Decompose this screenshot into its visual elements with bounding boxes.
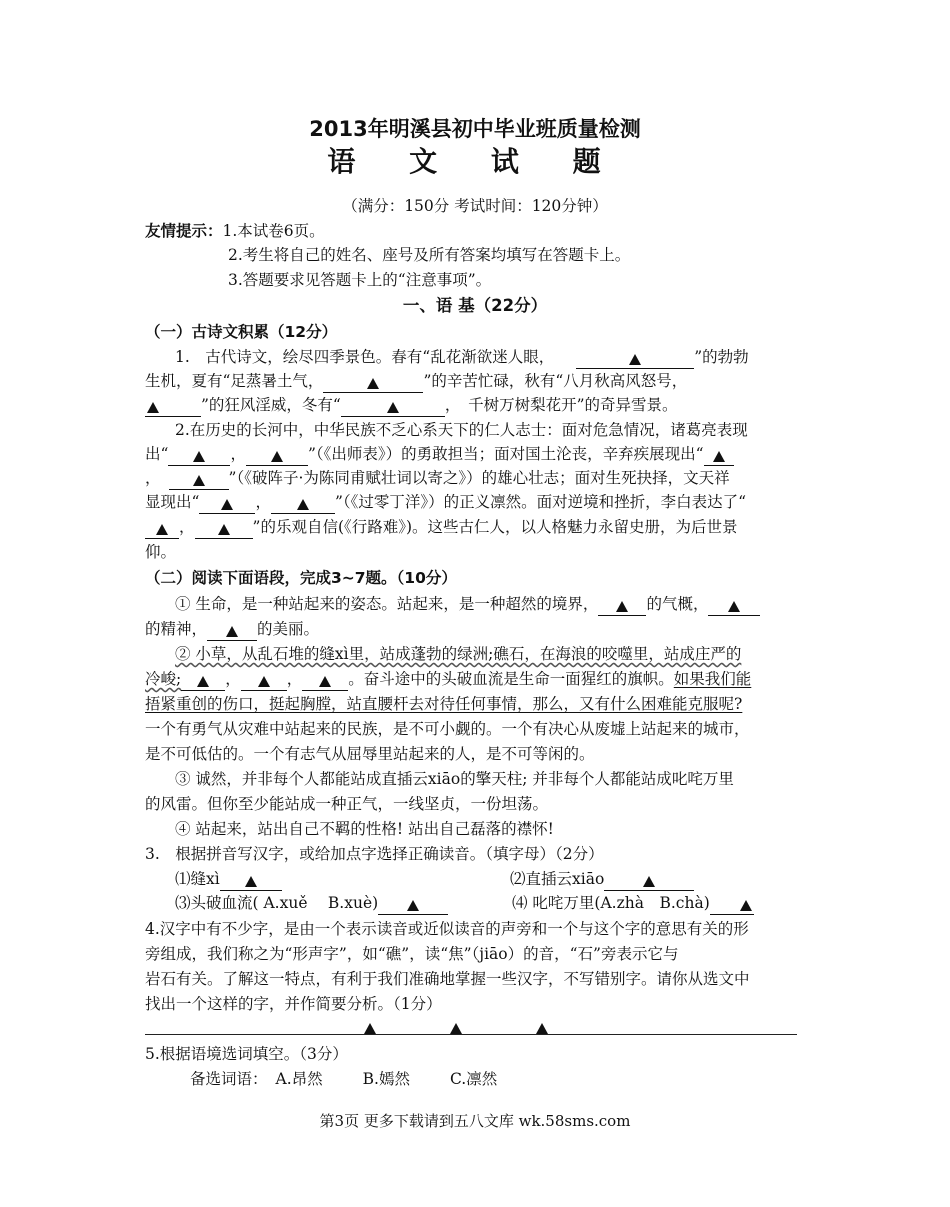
triangle-icon — [364, 1023, 376, 1034]
q1-text: ”的狂风淫威，冬有“ — [201, 396, 341, 414]
passage-line — [145, 619, 805, 641]
answer-blank[interactable] — [341, 399, 445, 417]
q3-text: ⑶头破血流( A.xuě B.xuè) — [175, 894, 379, 912]
exam-meta: （满分：150分 考试时间：120分钟） — [342, 197, 608, 215]
answer-blank[interactable] — [271, 496, 335, 514]
triangle-icon — [245, 876, 257, 887]
tips-label: 友情提示： — [145, 222, 223, 240]
triangle-icon — [226, 626, 238, 637]
answer-blank[interactable] — [145, 521, 179, 539]
q5-label: 备选词语： — [190, 1070, 268, 1088]
passage-line: 是不可低估的。一个有志气从屈辱里站起来的人，是不可等闲的。 — [145, 745, 595, 763]
q2-line: 仰。 — [145, 543, 177, 561]
part-title: （二）阅读下面语段，完成3~7题。（10分） — [145, 569, 457, 587]
passage-text: 的气概， — [646, 595, 709, 613]
tip-item: 3.答题要求见答题卡上的“注意事项”。 — [228, 271, 492, 289]
q3-title: 3. 根据拼音写汉字，或给加点字选择正确读音。（填字母）（2分） — [145, 845, 604, 863]
q1-text: ”的勃勃 — [694, 348, 749, 366]
answer-line[interactable] — [145, 1034, 797, 1035]
q2-text: ， — [145, 469, 161, 487]
answer-blank[interactable] — [604, 873, 694, 891]
passage-line — [175, 594, 835, 616]
triangle-icon — [271, 451, 283, 462]
q5-option: A.昂然 — [275, 1070, 323, 1088]
q5-option: B.嫣然 — [362, 1070, 410, 1088]
passage-text: 冷峻; — [145, 670, 182, 688]
q3-text: ⑷ 叱咤万里(A.zhà B.chà) — [512, 894, 710, 912]
tip-item: 1.本试卷6页。 — [222, 222, 325, 240]
q1-line — [175, 347, 835, 369]
answer-blank[interactable] — [181, 673, 225, 691]
answer-blank[interactable] — [378, 897, 448, 915]
passage-text: 的美丽。 — [257, 620, 320, 638]
q2-text: ， — [255, 493, 271, 511]
q2-text: ， — [230, 445, 246, 463]
q1-text: ， 千树万树梨花开”的奇异雪景。 — [444, 396, 678, 414]
page-footer: 第3页 更多下载请到五八文库 wk.58sms.com — [319, 1112, 631, 1130]
subject-title: 语 文 试 题 — [327, 145, 623, 178]
q2-line — [145, 517, 805, 539]
q2-text: ”（《出师表》）的勇敢担当；面对国土沦丧，辛弃疾展现出“ — [307, 445, 704, 463]
triangle-icon — [407, 900, 419, 911]
answer-blank[interactable] — [145, 399, 201, 417]
answer-blank[interactable] — [220, 873, 282, 891]
answer-blank[interactable] — [246, 448, 308, 466]
triangle-icon — [536, 1023, 548, 1034]
part-title: （一）古诗文积累（12分） — [145, 323, 338, 341]
section-title: 一、语 基（22分） — [402, 296, 548, 315]
triangle-icon — [387, 402, 399, 413]
passage-line: ② 小草，从乱石堆的缝xì里，站成蓬勃的绿洲;礁石，在海浪的咬噬里，站成庄严的 — [175, 645, 742, 663]
triangle-icon — [147, 402, 159, 413]
q1-line — [145, 395, 805, 417]
q3-text: ⑵直插云xiāo — [510, 870, 605, 888]
triangle-icon — [367, 378, 379, 389]
q2-line — [145, 444, 805, 466]
exam-title: 2013年明溪县初中毕业班质量检测 — [309, 117, 641, 141]
passage-line: 一个有勇气从灾难中站起来的民族，是不可小觑的。一个有决心从废墟上站起来的城市， — [145, 720, 750, 738]
q2-text: 出“ — [145, 445, 169, 463]
answer-blank[interactable] — [708, 598, 760, 616]
tip-item: 2.考生将自己的姓名、座号及所有答案均填写在答题卡上。 — [228, 246, 631, 264]
q4-line: 旁组成，我们称之为“形声字”，如“礁”，读“焦”（jiāo）的音，“石”旁表示它与 — [145, 945, 679, 963]
triangle-icon — [319, 676, 331, 687]
answer-blank[interactable] — [199, 496, 255, 514]
answer-blank[interactable] — [598, 598, 646, 616]
triangle-icon — [297, 499, 309, 510]
passage-line: 的风雷。但你至少能站成一种正气，一线坚贞，一份坦荡。 — [145, 795, 549, 813]
q4-line: 岩石有关。了解这一特点，有利于我们准确地掌握一些汉字，不写错别字。请你从选文中 — [145, 970, 750, 988]
triangle-icon — [193, 475, 205, 486]
q3-item — [512, 893, 802, 915]
triangle-icon — [740, 900, 752, 911]
q2-text: ”（《破阵子·为陈同甫赋壮词以寄之》）的雄心壮志；面对生死抉择，文天祥 — [228, 469, 730, 487]
triangle-icon — [616, 601, 628, 612]
q3-text: ⑴缝xì — [175, 870, 220, 888]
q2-text: ”的乐观自信(《行路难》)。这些古仁人，以人格魅力永留史册，为后世景 — [252, 518, 738, 536]
q1-text: ”的辛苦忙碌，秋有“八月秋高风怒号， — [423, 372, 688, 390]
q5-title: 5.根据语境选词填空。（3分） — [145, 1045, 348, 1063]
triangle-icon — [258, 676, 270, 687]
passage-line: 捂紧重创的伤口，挺起胸膛，站直腰杆去对待任何事情，那么，又有什么困难能克服呢? — [145, 695, 743, 713]
passage-text: 如果我们能 — [673, 670, 752, 688]
triangle-icon — [629, 354, 641, 365]
answer-marks — [362, 1018, 562, 1038]
passage-line: ③ 诚然，并非每个人都能站成直插云xiāo的擎天柱; 并非每个人都能站成叱咤万里 — [175, 770, 734, 788]
answer-blank[interactable] — [576, 351, 694, 369]
passage-line — [145, 669, 805, 691]
answer-blank[interactable] — [302, 673, 348, 691]
passage-line: ④ 站起来，站出自己不羁的性格! 站出自己磊落的襟怀! — [175, 820, 554, 838]
q2-line — [145, 492, 805, 514]
answer-blank[interactable] — [323, 375, 423, 393]
tip-line-1 — [145, 221, 805, 241]
q2-line — [145, 468, 805, 490]
q2-text: ”（《过零丁洋》）的正义凛然。面对逆境和挫折，李白表达了“ — [334, 493, 747, 511]
answer-blank[interactable] — [710, 897, 754, 915]
answer-blank[interactable] — [169, 472, 229, 490]
q2-line: 2.在历史的长河中，中华民族不乏心系天下的仁人志士：面对危急情况，诸葛亮表现 — [175, 421, 748, 439]
passage-text: ， — [286, 670, 303, 688]
answer-blank[interactable] — [207, 623, 257, 641]
q4-line: 4.汉字中有不少字，是由一个表示读音或近似读音的声旁和一个与这个字的意思有关的形 — [145, 920, 749, 938]
answer-blank[interactable] — [241, 673, 287, 691]
answer-blank[interactable] — [195, 521, 253, 539]
triangle-icon — [728, 601, 740, 612]
passage-text: 的精神， — [145, 620, 208, 638]
q4-line: 找出一个这样的字，并作简要分析。（1分） — [145, 995, 442, 1013]
q5-option: C.凛然 — [449, 1070, 498, 1088]
triangle-icon — [450, 1023, 462, 1034]
triangle-icon — [156, 524, 168, 535]
q1-text: 1. 古代诗文，绘尽四季景色。春有“乱花渐欲迷人眼， — [175, 348, 555, 366]
triangle-icon — [713, 451, 725, 462]
q1-text: 生机，夏有“足蒸暑土气， — [145, 372, 324, 390]
triangle-icon — [221, 499, 233, 510]
q3-item — [510, 869, 800, 891]
q5-options — [190, 1069, 850, 1089]
q2-text: ， — [179, 518, 195, 536]
triangle-icon — [197, 676, 209, 687]
q1-line — [145, 371, 805, 393]
triangle-icon — [218, 524, 230, 535]
answer-blank[interactable] — [168, 448, 230, 466]
q2-text: 显现出“ — [145, 493, 200, 511]
passage-text: ， — [225, 670, 241, 688]
passage-text: ① 生命，是一种站起来的姿态。站起来，是一种超然的境界， — [175, 595, 599, 613]
triangle-icon — [643, 876, 655, 887]
passage-text: 。奋斗途中的头破血流是生命一面猩红的旗帜。 — [348, 670, 674, 688]
answer-blank[interactable] — [704, 448, 734, 466]
triangle-icon — [193, 451, 205, 462]
